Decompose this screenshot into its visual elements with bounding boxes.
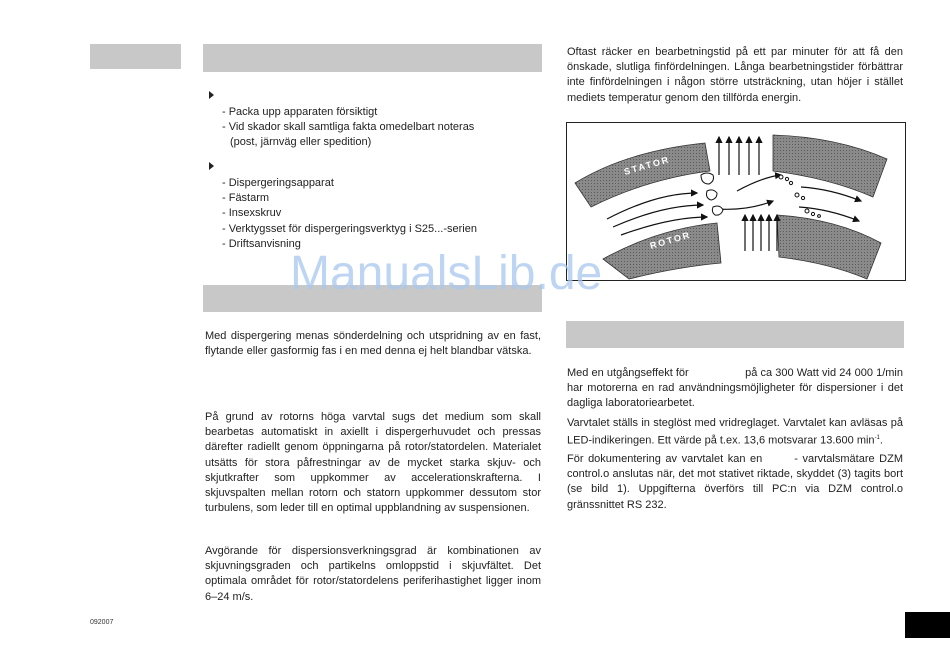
paragraph-processing-time: Oftast räcker en bearbetningstid på ett par minuter för att få den önskade, slutliga finfördelningen. Långa bearbetningstider förbättrar inte finfördelningen i någon större utsträckning, utan höjer i stället mediets temperatur genom den tillförda energin. [567, 46, 903, 104]
rotor-segment-right [777, 215, 881, 279]
unpacking-item: - Packa upp apparaten försiktigt [222, 106, 378, 118]
footer-code: 092007 [90, 619, 114, 626]
bullet-triangle-icon [209, 162, 214, 170]
delivery-item: - Insexskruv [222, 207, 282, 219]
paragraph-speed [567, 416, 903, 449]
page-tab [905, 612, 950, 638]
delivery-item: - Driftsanvisning [222, 238, 301, 250]
section-header-bar-unpacking [203, 44, 542, 72]
diagram-svg [567, 123, 905, 280]
delivery-item: - Verktygsset för dispergeringsverktyg i S25...-serien [222, 223, 477, 235]
rotor-segment-left [603, 223, 721, 279]
paragraph-definition: Med dispergering menas sönderdelning och utspridning av en fast, flytande eller gasformig fas i en med denna ej helt blandbar vätska. [205, 330, 541, 358]
watermark: ManualsLib.de [290, 247, 603, 300]
delivery-item: - Dispergeringsapparat [222, 177, 334, 189]
speed-text: Varvtalet ställs in steglöst med vridreglaget. Varvtalet kan avläsas på LED-indikeringen. Ett värde på t.ex. 13,6 motsvarar 13.600 min [567, 417, 903, 447]
stator-segment-left [575, 143, 710, 207]
rotor-label: ROTOR [648, 229, 693, 251]
flow-arrows-up [719, 137, 759, 175]
paragraph-principle: På grund av rotorns höga varvtal sugs det medium som skall bearbetas automatiskt in axiellt i dispergerhuvudet och pressas därefter radiellt genom öppningarna på rotor/statordelen. Materialet utsätts för stora påfrestningar av de mycket starka skjuv- och skjutkrafter som uppkommer av accelerationskrafterna. I skjuvspalten mellan rotorn och statorn uppkommer dessutom stor turbulens, som leder till en optimal uppblandning av suspensionen. [205, 411, 541, 515]
speed-text-end: . [879, 434, 883, 447]
section-header-bar-application [566, 321, 904, 348]
margin-tab [90, 44, 181, 69]
stator-segment-right [773, 135, 887, 197]
paragraph-documentation: För dokumentering av varvtalet kan en - varvtalsmätare DZM control.o anslutas när, det mot stativet riktade, skyddet (3) tagits bort (se bild 1). Uppgifterna överförs till PC:n via DZM control.o gränssnittet RS 232. [567, 453, 907, 511]
paragraph-power: Med en utgångseffekt för på ca 300 Watt vid 24 000 1/min har motorerna en rad användningsmöjligheter för dispersioner i det dagliga laboratoriearbetet. [567, 367, 907, 410]
unpacking-item: - Vid skador skall samtliga fakta omedelbart noteras [222, 121, 475, 133]
stator-label: STATOR [622, 154, 672, 177]
flow-arrows-inflow [745, 215, 777, 251]
delivery-item: - Fästarm [222, 192, 270, 204]
paragraph-degree: Avgörande för dispersionsverkningsgrad är kombinationen av skjuvningsgraden och partikelns omloppstid i skjuvfältet. Det optimala området för rotor/statordelens periferihastighet ligger inom 6–24 m/s. [205, 545, 541, 603]
rotor-stator-diagram [566, 122, 906, 281]
speed-unit-exponent: -1 [874, 435, 880, 442]
bullet-triangle-icon [209, 91, 214, 99]
unpacking-item: (post, järnväg eller spedition) [230, 136, 372, 148]
